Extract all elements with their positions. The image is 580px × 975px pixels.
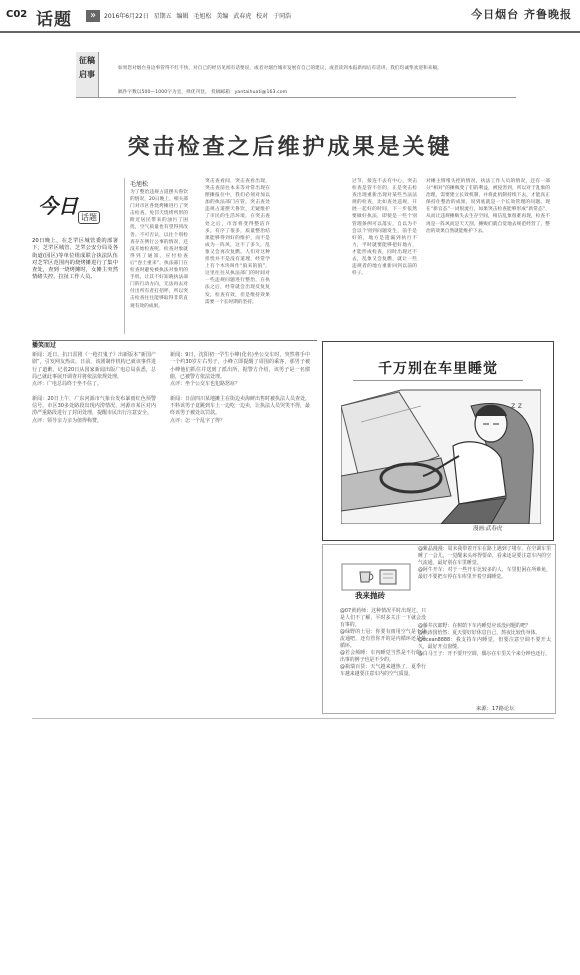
cartoon-caption: 漫画:武春虎	[473, 526, 503, 532]
column-divider	[124, 178, 125, 334]
article-column-1: 为了整治违规占道摆夫鲁饮的情况，20日晚上，相关部门对市区各烧烤摊进行了突击检查，免罚天烧烤所形的附近居民带来的油污了困扰，空气质量也有望得到改善。不可否认，以往个别检查存在例行公事的情况，还没开始检查呢，检查对象就得到了通知，应付检查后“卷土重来”，执法部门在检查时避免被执法对象用的手机，让其不好知晓执法部门的行动方向，无法再去对付出所有者打招呼，所以突击检查往往能够取得非常直观有效的成果。	[130, 190, 188, 309]
arrow-icon: »	[86, 10, 100, 22]
paper-brand: 今日烟台 齐鲁晚报	[471, 8, 572, 21]
article-author: 毛旭松	[130, 181, 149, 188]
laugh-column-2: 新闻：9日，沈阳初一学生小峰(化名)坐公交车时，突然将手中一个约30岁左右男子，小峰立即提醒了周围的乘客，那男子被小峰他们抓住并送到了派出所，据警方介绍，该男子是一名惯偷，已被警方依法处理。 点评：坐个公交车也犯路怒症？ 新闻：日前四川某地摊主在街边卖海鲜出售时被执法人员查处，不料该男子竟跳到车上一边吃一边卖，让执法人员哭笑不得，最终该男子被处以罚款。 点评：怎一个乱字了得？	[170, 352, 311, 424]
main-headline: 突击检查之后维护成果是关键	[127, 135, 453, 160]
today-topic-logo-word: 今日	[38, 194, 78, 218]
cfp-tag-line2: 启事	[79, 70, 95, 79]
cartoon-title-rule	[353, 380, 523, 381]
topic-intro: 20日晚上，在芝罘区城管委的部署下，芝罘区城管、芝罘公安分局及各街道(园区)等单位组成联合执法队伍对芝罘区范围内的烧烤摊进行了集中查处，查到一烧烤摊时，女摊主突然情绪失控，拉扯工作人员。	[32, 238, 118, 281]
sleeping-driver-illustration	[341, 386, 541, 524]
article-column-3: 过节，接连不去有中心，突击检查是管不住的，正是突击检查出现重新出现对某些当法法规的检查，比如查处违规，开展一起好的时间，下一步依然要做好执法，即使是一些个别管理条例可以落实，自以为不会以个别到问题发生，前手是好的，地方是遗漏到执行不力，平时就要能够把好地方，才能形成检查，同时出现过不去，乱象又会复燃，就让一些违规者的地方重新回到以前的样子。	[352, 179, 417, 277]
comments-column-a: @07黄药师：这种情况平时出现过，只是人们不了解，平时多关注一下就会没有事的。 @绿野的士冠：你要有雨用空气是不是流通吧，还有管你开的是内循环还是外循环。 @若会频睡：车内睡觉当然是不行的，出事的例子也是不少的。 @瓶瑞百货：天气越来越热了，夏季行车越来越要注意车内的空气质量。	[340, 608, 426, 677]
today-topic-logo	[38, 190, 108, 230]
section-name: 话题	[36, 10, 72, 30]
comments-column-c: @藤井次郎野：在树荫下车内睡觉应该没问题的吧？ @燕涛国怡然：夏天要好好休息自己，熬夜比较伤身体。 @ocean8888：我支持车内睡觉，但要注意空调不要开太久，最好开点窗缝。 @白马王子：开不要开空调，偶尔在车里关个来分钟也还行。	[418, 623, 551, 657]
cfp-tag-line1: 征稿	[79, 56, 95, 65]
laugh-section-head: 播笑而过	[32, 342, 57, 349]
cfp-text: 如果您对烟台身边事管得不红不快，对自己的经历见闻有话要说，或者对烟台城市发展有自己的建议，或者读到本报新闻后有话讲，我们均诚挚欢迎和来稿。	[118, 66, 442, 71]
cfp-submission-info: 稿件字数以500—1000字为宜，择优刊登。 投稿邮箱：yantaihuati@163.com	[118, 90, 288, 95]
section-divider	[32, 340, 317, 341]
page-code: C02	[6, 9, 28, 20]
today-topic-logo-badge: 话题	[78, 211, 100, 224]
comments-label: 我来抛砖	[355, 591, 385, 600]
cfp-divider	[76, 97, 516, 98]
svg-text:z z: z z	[511, 401, 522, 410]
header-meta: 2016年6月22日 星期五 编辑 毛旭松 美编 武春虎 校对 于同浩	[104, 13, 292, 20]
header-divider	[0, 31, 580, 33]
comments-column-b: @紫晶漫漫：周末我带着开车在路上遇到了堵车，在空调车里睡了一会儿，一觉醒来头疼得要命，看来还是要注意车内的空气流通。最好别在车里睡觉。 @阿牛开车：对于一些开车比较多的人，车里犯困在所难免，最好不要把车停在车库里开着空调睡觉。	[418, 546, 551, 580]
page-header	[0, 0, 580, 34]
bottom-divider	[32, 718, 554, 719]
article-column-2: 突击查看间，突击查看出现，突击查前往本来等对常出现在摆摊报位中，我们必须对加以加的执法部门应管，突击查处违规占道摆天鲁饮，无疑维护了市民的生活环境，在突击查处之后，市容将变得整洁许多，有序了很多，质量整治结果能够得到好的维护，而不是成为一阵风，这不了多久，乱象又会再次复燃。人们对这种担忧并不是没有道理，经常学上有个木块叫作“狼来的狼”，这里往往从执法部门的时间对一些违规问题进行整治，在执法之后，经常就会出现反复复发，检查有效，但是维持效果需要一个长时期的坚持。	[205, 179, 270, 305]
comments-source: 来源：17路论坛	[476, 706, 515, 712]
article-column-4: 对摊主情绪失控的情况，执法工作人员的情况，还有一部分“相对”的摊贩变了们的利益，被侵害到，所以对于乱象的治理，需要建立长效机制，并将此机制持续下去，才能真正保持住整治的成果，说到底就是一个长效管理的问题。现在“新官态”一词很流行，如果突击检查能够形成“新常态”，从而让违规摊贩失去生存空间，相信乱象很难再现，检查不再是一阵风而是天天刮，摊贩们就自觉地去规范经营了，整治的效果自然就能维护下去。	[426, 179, 550, 234]
cfp-tag	[76, 52, 99, 98]
call-for-papers	[76, 52, 516, 98]
cartoon-box	[322, 341, 554, 541]
cartoon-title: 千万别在车里睡觉	[378, 361, 498, 377]
laugh-column-1: 新闻：近日，抗日雷剧《一枪打鬼子》出新版本“新国产剧”，引发网友热议，日前，该剧制作机构已就该事件进行了道歉，记者20日从国家新闻出版广电总局获悉，总局已就此事展开调查并将依法依规处理。 点评：广电总局终于坐不住了。 新闻：20日上午，广东河源市气象台发布暴雨红色预警信号，市区30多处路段出现内涝情况，河源市某区对内涝严重路段进行了封闭处理，提醒市民出行注意安全。 点评：领导亲力亲为值得称赞。	[32, 352, 156, 424]
